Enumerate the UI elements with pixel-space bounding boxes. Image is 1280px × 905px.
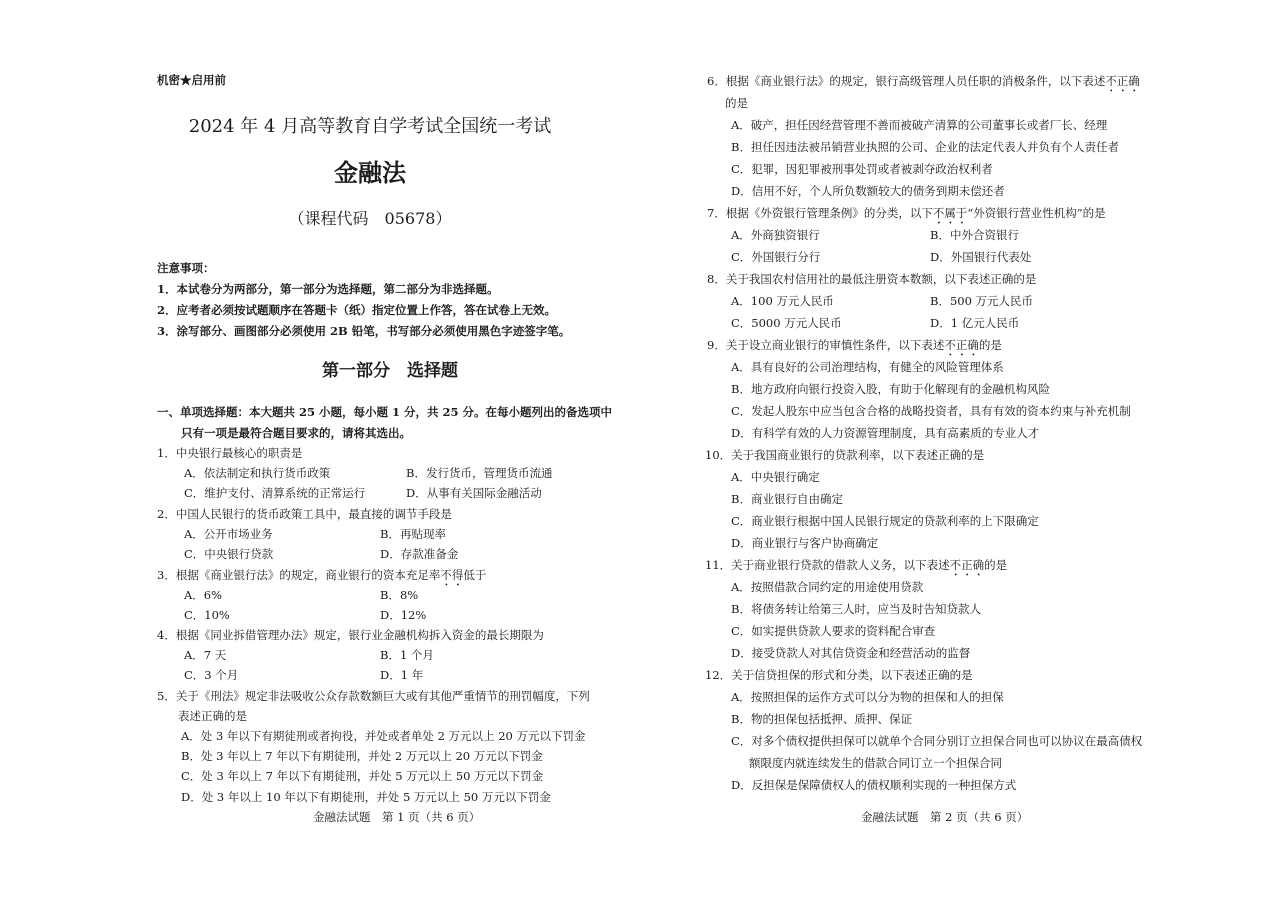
option: B．处 3 年以上 7 年以下有期徒刑，并处 2 万元以上 20 万元以下罚金 [181, 749, 543, 763]
option: A．6% [184, 588, 223, 602]
option: D．1 年 [380, 668, 424, 682]
question-stem: 3．根据《商业银行法》的规定，商业银行的资本充足率不得低于 [157, 568, 487, 582]
option: C．3 个月 [184, 668, 239, 682]
option: A．处 3 年以下有期徒刑或者拘役，并处或者单处 2 万元以上 20 万元以下罚金 [181, 729, 586, 743]
page-footer: 金融法试题 第 2 页（共 6 页） [861, 810, 1029, 824]
option: A．按照借款合同约定的用途使用贷款 [731, 580, 924, 594]
course-code: （课程代码 05678） [288, 209, 452, 228]
option: A．7 天 [184, 648, 227, 662]
option: D．处 3 年以上 10 年以下有期徒刑，并处 5 万元以上 50 万元以下罚金 [181, 790, 551, 804]
section-instruction: 一、单项选择题：本大题共 25 小题，每小题 1 分，共 25 分。在每小题列出的备选项中 [157, 405, 613, 419]
option: D．12% [380, 608, 427, 622]
option: B．发行货币，管理货币流通 [406, 466, 553, 480]
section-instruction: 只有一项是最符合题目要求的，请将其选出。 [181, 426, 411, 440]
option: C．发起人股东中应当包含合格的战略投资者，具有有效的资本约束与补充机制 [731, 404, 1131, 418]
option: 额限度内就连续发生的借款合同订立一个担保合同 [749, 756, 1002, 770]
note-item: 2．应考者必须按试题顺序在答题卡（纸）指定位置上作答，答在试卷上无效。 [157, 303, 556, 317]
option: D．接受贷款人对其信贷资金和经营活动的监督 [731, 646, 971, 660]
option: C．10% [184, 608, 230, 622]
option: B．1 个月 [380, 648, 434, 662]
option: B．地方政府向银行投资入股，有助于化解现有的金融机构风险 [731, 382, 1050, 396]
exam-page-2 [640, 0, 1280, 905]
question-stem: 2．中国人民银行的货币政策工具中，最直接的调节手段是 [157, 507, 452, 521]
option: D．1 亿元人民币 [930, 316, 1020, 330]
question-stem: 的是 [725, 96, 748, 110]
question-stem: 8．关于我国农村信用社的最低注册资本数额，以下表述正确的是 [707, 272, 1037, 286]
note-item: 3．涂写部分、画图部分必须使用 2B 铅笔，书写部分必须使用黑色字迹签字笔。 [157, 324, 571, 338]
option: C．对多个债权提供担保可以就单个合同分别订立担保合同也可以协议在最高债权 [731, 734, 1143, 748]
question-stem: 11．关于商业银行贷款的借款人义务，以下表述不正确的是 [705, 558, 1008, 572]
emphasis-text: 不正确 [944, 338, 979, 352]
question-stem: 10．关于我国商业银行的贷款利率，以下表述正确的是 [705, 448, 985, 462]
option: B．物的担保包括抵押、质押、保证 [731, 712, 912, 726]
question-stem: 1．中央银行最核心的职责是 [157, 446, 303, 460]
option: A．破产，担任因经营管理不善而被破产清算的公司董事长或者厂长、经理 [731, 118, 1108, 132]
option: A．具有良好的公司治理结构，有健全的风险管理体系 [731, 360, 1004, 374]
exam-title: 2024 年 4 月高等教育自学考试全国统一考试 [188, 116, 552, 137]
option: B．将债务转让给第三人时，应当及时告知贷款人 [731, 602, 981, 616]
option: D．有科学有效的人力资源管理制度，具有高素质的专业人才 [731, 426, 1040, 440]
page-footer: 金融法试题 第 1 页（共 6 页） [313, 810, 481, 824]
option: B．担任因违法被吊销营业执照的公司、企业的法定代表人并负有个人责任者 [731, 140, 1119, 154]
emphasis-text: 不正确 [949, 558, 985, 572]
option: C．中央银行贷款 [184, 547, 274, 561]
option: A．中央银行确定 [731, 470, 820, 484]
question-stem: 12．关于信贷担保的形式和分类，以下表述正确的是 [705, 668, 973, 682]
question-stem: 表述正确的是 [178, 709, 247, 723]
option: A．外商独资银行 [731, 228, 820, 242]
option: D．信用不好，个人所负数额较大的债务到期未偿还者 [731, 184, 1005, 198]
option: A．按照担保的运作方式可以分为物的担保和人的担保 [731, 690, 1004, 704]
option: C．外国银行分行 [731, 250, 821, 264]
question-stem: 5．关于《刑法》规定非法吸收公众存款数额巨大或有其他严重情节的刑罚幅度，下列 [157, 689, 590, 703]
option: C．5000 万元人民币 [731, 316, 842, 330]
option: A．依法制定和执行货币政策 [184, 466, 331, 480]
emphasis-text: 不得 [440, 568, 464, 582]
subject-title: 金融法 [334, 158, 406, 187]
option: B．中外合资银行 [930, 228, 1019, 242]
option: B．8% [380, 588, 419, 602]
option: B．商业银行自由确定 [731, 492, 843, 506]
option: A．100 万元人民币 [731, 294, 834, 308]
question-stem: 6．根据《商业银行法》的规定，银行高级管理人员任职的消极条件，以下表述不正确 [707, 74, 1140, 88]
confidential-seal: 机密★启用前 [157, 73, 226, 87]
note-item: 1．本试卷分为两部分，第一部分为选择题，第二部分为非选择题。 [157, 282, 499, 296]
question-stem: 9．关于设立商业银行的审慎性条件，以下表述不正确的是 [707, 338, 1002, 352]
option: D．从事有关国际金融活动 [406, 486, 542, 500]
option: C．商业银行根据中国人民银行规定的贷款利率的上下限确定 [731, 514, 1039, 528]
option: C．犯罪，因犯罪被刑事处罚或者被剥夺政治权利者 [731, 162, 993, 176]
notes-heading: 注意事项： [157, 261, 215, 275]
option: C．处 3 年以上 7 年以下有期徒刑，并处 5 万元以上 50 万元以下罚金 [181, 769, 544, 783]
question-stem: 7．根据《外资银行管理条例》的分类，以下不属于“外资银行营业性机构”的是 [707, 206, 1106, 220]
option: B．500 万元人民币 [930, 294, 1034, 308]
question-stem: 4．根据《同业拆借管理办法》规定，银行业金融机构拆入资金的最长期限为 [157, 628, 544, 642]
emphasis-text: 不正确 [1105, 74, 1140, 88]
emphasis-text: 不属于 [932, 206, 968, 220]
option: D．商业银行与客户协商确定 [731, 536, 879, 550]
option: A．公开市场业务 [184, 527, 273, 541]
option: C．如实提供贷款人要求的资料配合审查 [731, 624, 936, 638]
option: D．反担保是保障债权人的债权顺利实现的一种担保方式 [731, 778, 1017, 792]
part-title: 第一部分 选择题 [322, 361, 458, 381]
option: D．存款准备金 [380, 547, 459, 561]
option: C．维护支付、清算系统的正常运行 [184, 486, 366, 500]
option: B．再贴现率 [380, 527, 446, 541]
option: D．外国银行代表处 [930, 250, 1032, 264]
